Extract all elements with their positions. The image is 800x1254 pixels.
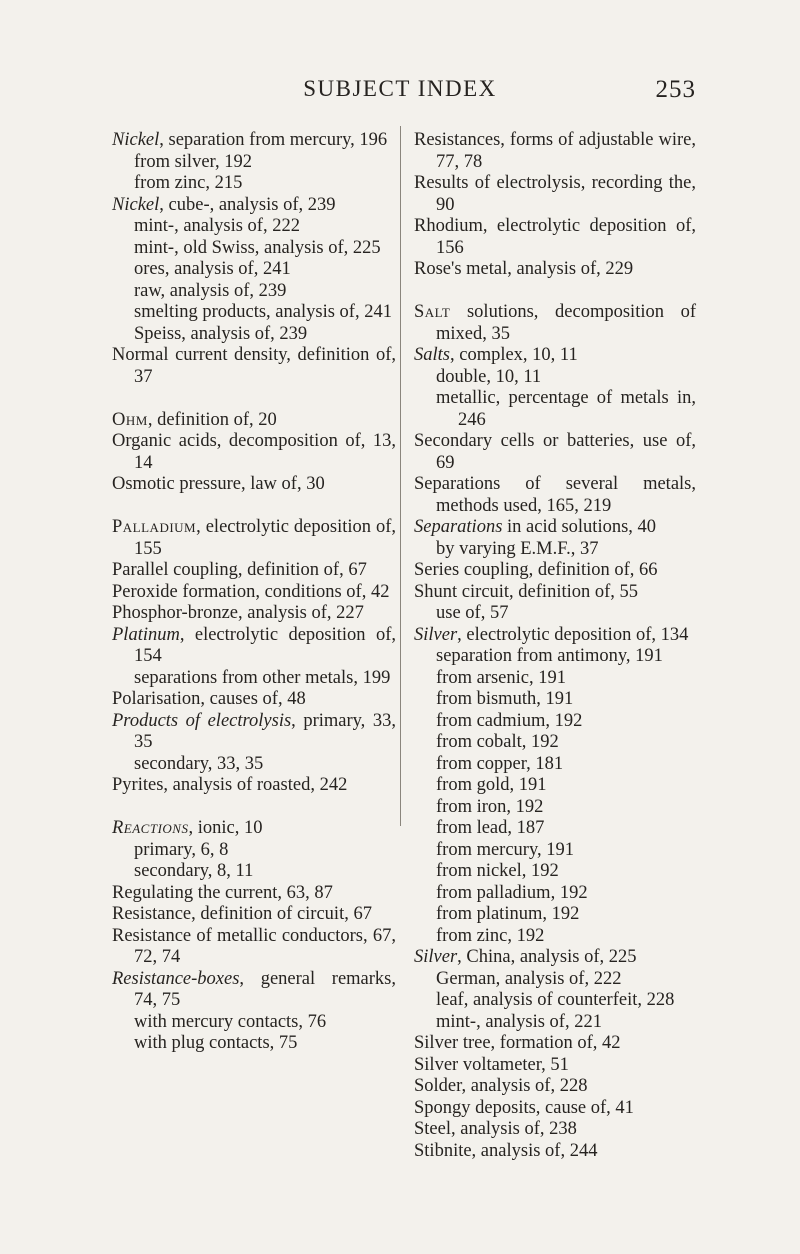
entry-text: , cube-, analysis of, 239 — [159, 194, 336, 215]
index-column-right — [414, 130, 696, 1162]
index-subentry — [414, 754, 696, 776]
index-entry — [112, 560, 396, 582]
entry-text: Rhodium, electrolytic deposition of, 156 — [414, 216, 696, 258]
index-entry — [414, 582, 696, 604]
entry-text: primary, 6, 8 — [134, 839, 229, 860]
entry-text: from copper, 181 — [436, 753, 564, 774]
entry-text: Silver voltameter, 51 — [414, 1054, 569, 1075]
entry-text: mint-, analysis of, 221 — [436, 1011, 602, 1032]
index-entry — [414, 1119, 696, 1141]
entry-text: Shunt circuit, definition of, 55 — [414, 581, 639, 602]
index-entry — [112, 904, 396, 926]
entry-text: Solder, analysis of, 228 — [414, 1076, 588, 1096]
entry-text: from iron, 192 — [436, 796, 544, 817]
entry-text: Osmotic pressure, law of, 30 — [112, 474, 325, 494]
index-subentry — [414, 969, 696, 991]
index-subentry — [414, 840, 696, 862]
entry-text: , electrolytic deposition of, 155 — [134, 517, 396, 559]
index-entry — [112, 603, 396, 625]
index-entry — [414, 216, 696, 259]
entry-heading: Resistance-boxes — [112, 968, 240, 989]
entry-text: Peroxide formation, conditions of, 42 — [112, 581, 390, 602]
index-entry — [414, 259, 696, 281]
index-subentry — [414, 367, 696, 389]
index-subentry — [112, 281, 396, 303]
entry-text: , complex, 10, 11 — [449, 345, 578, 365]
column-divider — [400, 126, 401, 826]
entry-heading: Nickel — [112, 130, 160, 150]
index-subentry — [112, 216, 396, 238]
entry-heading: Reactions — [112, 818, 189, 838]
entry-heading: Silver — [414, 624, 458, 645]
entry-text: from platinum, 192 — [436, 904, 580, 924]
entry-text: Spongy deposits, cause of, 41 — [414, 1097, 634, 1118]
entry-text: from silver, 192 — [134, 151, 252, 172]
entry-text: Rose's metal, analysis of, 229 — [414, 259, 634, 279]
entry-heading: Salts — [414, 345, 450, 365]
index-subentry — [414, 883, 696, 905]
entry-text: metallic, percentage of metals in, 246 — [436, 388, 696, 430]
entry-text: from mercury, 191 — [436, 839, 575, 860]
entry-text: Parallel coupling, definition of, 67 — [112, 560, 367, 580]
index-subentry — [112, 324, 396, 346]
entry-text: from zinc, 192 — [436, 925, 545, 946]
index-column-left — [112, 130, 396, 1055]
index-subentry — [414, 797, 696, 819]
entry-heading: Salt — [414, 302, 451, 322]
entry-text: double, 10, 11 — [436, 366, 542, 387]
entry-text: , ionic, 10 — [188, 818, 263, 838]
index-entry — [414, 1055, 696, 1077]
index-entry — [414, 560, 696, 582]
entry-heading: Products of electrolysis — [112, 710, 292, 731]
entry-text: , definition of, 20 — [147, 409, 277, 430]
index-subentry — [112, 238, 396, 260]
entry-text: from cobalt, 192 — [436, 732, 559, 752]
index-subentry — [414, 689, 696, 711]
index-subentry — [414, 818, 696, 840]
index-subentry — [112, 754, 396, 776]
index-entry — [112, 195, 396, 217]
index-entry — [414, 625, 696, 647]
index-subentry — [414, 711, 696, 733]
entry-text: from gold, 191 — [436, 775, 547, 795]
entry-text: mint-, analysis of, 222 — [134, 216, 300, 236]
index-entry — [112, 926, 396, 969]
index-subentry — [112, 861, 396, 883]
entry-text: from cadmium, 192 — [436, 710, 583, 731]
entry-text: , primary, 33, 35 — [134, 710, 396, 752]
index-entry — [112, 689, 396, 711]
entry-heading: Silver — [414, 947, 458, 967]
entry-text: Phosphor-bronze, analysis of, 227 — [112, 603, 364, 623]
index-subentry — [414, 775, 696, 797]
index-entry — [414, 431, 696, 474]
entry-text: German, analysis of, 222 — [436, 968, 622, 989]
entry-text: secondary, 33, 35 — [134, 753, 264, 774]
entry-text: Pyrites, analysis of roasted, 242 — [112, 775, 348, 795]
index-entry — [112, 818, 396, 840]
index-entry — [414, 345, 696, 367]
entry-text: leaf, analysis of counterfeit, 228 — [436, 990, 675, 1010]
index-subentry — [112, 668, 396, 690]
entry-text: separation from antimony, 191 — [436, 646, 663, 666]
entry-text: from arsenic, 191 — [436, 667, 566, 688]
index-entry — [112, 410, 396, 432]
index-subentry — [414, 539, 696, 561]
index-subentry — [112, 259, 396, 281]
entry-text: Steel, analysis of, 238 — [414, 1119, 577, 1139]
entry-text: , China, analysis of, 225 — [457, 947, 637, 967]
index-entry — [112, 775, 396, 797]
entry-text: in acid solutions, 40 — [502, 517, 657, 537]
index-subentry — [414, 1012, 696, 1034]
index-entry — [112, 625, 396, 668]
index-entry — [112, 883, 396, 905]
entry-text: mint-, old Swiss, analysis of, 225 — [134, 237, 381, 258]
entry-text: Polarisation, causes of, 48 — [112, 689, 306, 709]
entry-text: with plug contacts, 75 — [134, 1033, 298, 1053]
entry-text: , separation from mercury, 196 — [159, 130, 388, 150]
entry-text: Secondary cells or batteries, use of, 69 — [414, 431, 696, 473]
entry-heading: Palladium — [112, 517, 197, 537]
index-entry — [112, 711, 396, 754]
index-entry — [414, 1098, 696, 1120]
entry-text: Regulating the current, 63, 87 — [112, 882, 333, 903]
entry-text: Silver tree, formation of, 42 — [414, 1033, 621, 1053]
entry-heading: Ohm — [112, 409, 148, 430]
index-subentry — [414, 646, 696, 668]
entry-text: from nickel, 192 — [436, 861, 559, 881]
index-subentry — [112, 152, 396, 174]
running-title: SUBJECT INDEX — [303, 76, 497, 101]
entry-text: solutions, decomposition of mixed, 35 — [436, 302, 696, 344]
index-subentry — [414, 603, 696, 625]
entry-text: Normal current density, definition of, 37 — [112, 345, 396, 387]
page-header — [0, 76, 800, 112]
entry-text: from lead, 187 — [436, 818, 545, 838]
index-entry — [112, 474, 396, 496]
entry-text: from palladium, 192 — [436, 882, 588, 903]
index-subentry — [414, 732, 696, 754]
entry-text: Separations of several metals, methods used, 165, 219 — [414, 474, 696, 516]
index-subentry — [112, 1033, 396, 1055]
index-entry — [414, 474, 696, 517]
index-entry — [112, 582, 396, 604]
index-subentry — [112, 1012, 396, 1034]
entry-text: Resistance, definition of circuit, 67 — [112, 904, 372, 924]
entry-text: , general remarks, 74, 75 — [134, 968, 396, 1010]
entry-text: Stibnite, analysis of, 244 — [414, 1140, 598, 1161]
entry-text: Resistance of metallic conductors, 67, 72, 74 — [112, 925, 396, 967]
entry-text: by varying E.M.F., 37 — [436, 538, 599, 559]
index-entry — [414, 1141, 696, 1163]
entry-text: from bismuth, 191 — [436, 689, 574, 709]
entry-text: Resistances, forms of adjustable wire, 77, 78 — [414, 130, 696, 172]
entry-text: separations from other metals, 199 — [134, 667, 391, 688]
index-entry — [414, 173, 696, 216]
entry-text: Results of electrolysis, recording the, 90 — [414, 173, 696, 215]
entry-text: from zinc, 215 — [134, 173, 243, 193]
entry-text: ores, analysis of, 241 — [134, 259, 291, 279]
entry-text: with mercury contacts, 76 — [134, 1011, 327, 1032]
index-subentry — [112, 840, 396, 862]
index-entry — [112, 130, 396, 152]
index-subentry — [112, 173, 396, 195]
entry-heading: Platinum — [112, 624, 180, 645]
entry-text: use of, 57 — [436, 603, 509, 623]
entry-text: smelting products, analysis of, 241 — [134, 302, 392, 322]
index-subentry — [414, 861, 696, 883]
entry-text: secondary, 8, 11 — [134, 861, 254, 881]
index-entry — [414, 517, 696, 539]
entry-text: , electrolytic deposition of, 154 — [134, 624, 396, 666]
entry-text: Speiss, analysis of, 239 — [134, 323, 308, 344]
index-subentry — [414, 388, 696, 431]
index-subentry — [414, 668, 696, 690]
index-subentry — [414, 904, 696, 926]
entry-heading: Separations — [414, 517, 503, 537]
index-entry — [112, 345, 396, 388]
entry-text: Series coupling, definition of, 66 — [414, 560, 658, 580]
index-subentry — [414, 926, 696, 948]
index-entry — [414, 302, 696, 345]
entry-heading: Nickel — [112, 194, 160, 215]
index-entry — [414, 947, 696, 969]
index-entry — [414, 130, 696, 173]
index-entry — [414, 1076, 696, 1098]
index-entry — [112, 517, 396, 560]
index-subentry — [414, 990, 696, 1012]
entry-text: Organic acids, decomposition of, 13, 14 — [112, 431, 396, 473]
index-entry — [112, 969, 396, 1012]
index-entry — [112, 431, 396, 474]
page-number: 253 — [655, 76, 696, 103]
entry-text: raw, analysis of, 239 — [134, 280, 287, 301]
index-subentry — [112, 302, 396, 324]
entry-text: , electrolytic deposition of, 134 — [457, 624, 689, 645]
index-entry — [414, 1033, 696, 1055]
